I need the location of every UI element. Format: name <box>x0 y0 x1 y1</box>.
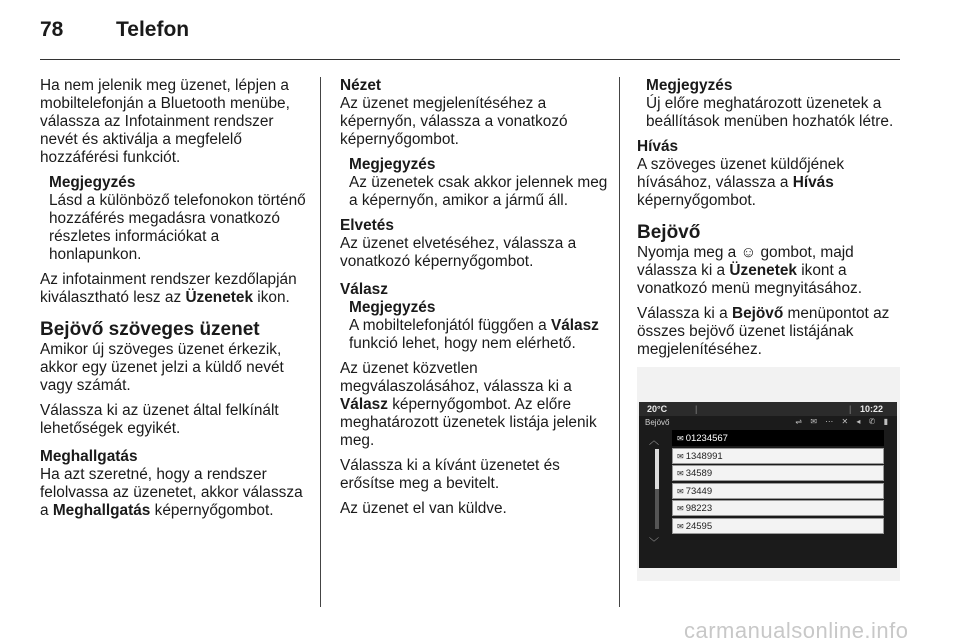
bold-term: Bejövő <box>731 305 784 322</box>
message-item[interactable] <box>672 483 884 499</box>
status-icons: ⇌ ✉ ⋯ ✕ ◂ ✆ ▮ <box>795 417 891 426</box>
subheading: Válasz <box>340 281 388 298</box>
note-heading: Megjegyzés <box>49 174 136 191</box>
bold-term: Üzenetek <box>185 289 254 306</box>
watermark: carmanualsonline.info <box>684 618 909 642</box>
text: A szöveges üzenet küldőjének hívásához, válassza a <box>637 156 845 191</box>
bold-term: Válasz <box>340 396 388 413</box>
message-number: 34589 <box>685 468 713 479</box>
note <box>349 156 608 210</box>
message-list <box>672 430 884 535</box>
envelope-icon: ✉ <box>677 469 684 478</box>
note-text: Új előre meghatározott üzenetek a beállítások menüben hozhatók létre. <box>646 95 894 130</box>
paragraph: Az üzenet elvetéséhez, válassza a vonatkozó képernyőgombot. <box>340 235 577 270</box>
message-number: 24595 <box>685 520 713 532</box>
header-rule <box>40 59 900 60</box>
envelope-icon: ✉ <box>677 451 684 461</box>
text: ikon. <box>253 289 290 306</box>
text: Nyomja meg a <box>637 244 741 261</box>
paragraph <box>40 466 308 520</box>
message-number: 01234567 <box>685 433 728 444</box>
text: ikont a vonatkozó menü megnyitásához. <box>637 262 863 297</box>
text: Az üzenet közvetlen megválaszolásához, válassza ki a <box>340 360 572 395</box>
subheading: Nézet <box>340 77 382 94</box>
column-divider <box>320 77 321 607</box>
note-heading: Megjegyzés <box>349 156 436 173</box>
paragraph <box>637 244 905 298</box>
text: képernyőgombot. Az előre meghatározott üzenetek listája jelenik meg. <box>340 396 597 449</box>
note-text: Lásd a különböző telefonokon történő hozzáférés megadásra vonatkozó részletes információkat a honlapunkon. <box>49 192 306 263</box>
separator: | <box>695 404 698 414</box>
message-item[interactable] <box>672 500 884 516</box>
page-number: 78 <box>40 18 64 41</box>
subheading: Hívás <box>637 138 679 155</box>
temperature: 20°C <box>647 404 668 414</box>
message-number: 73449 <box>685 485 713 497</box>
text: Ha azt szeretné, hogy a rendszer felolvassa az üzenetet, akkor válassza a <box>40 466 303 519</box>
envelope-icon: ✉ <box>677 434 684 443</box>
paragraph: Ha nem jelenik meg üzenet, lépjen a mobiltelefonján a Bluetooth menübe, válassza az Infotainment rendszer nevét és aktiválja a megfelelő hozzáférési funkciót. <box>40 77 290 166</box>
scroll-up-icon[interactable]: ︿ <box>649 436 659 447</box>
column-2 <box>340 77 608 525</box>
bold-term: Hívás <box>792 174 834 191</box>
envelope-icon: ✉ <box>677 504 684 513</box>
clock: 10:22 <box>859 404 883 414</box>
paragraph <box>40 271 308 307</box>
text: gombot, majd válassza ki a <box>637 244 854 279</box>
note <box>349 299 608 353</box>
bold-term: Üzenetek <box>729 262 797 279</box>
message-number: 1348991 <box>685 450 723 462</box>
scroll-down-icon[interactable]: ﹀ <box>649 538 659 549</box>
home-icon: ☺ <box>740 244 757 261</box>
screen-figure <box>637 367 900 581</box>
infotainment-screen <box>639 402 897 568</box>
envelope-icon: ✉ <box>677 521 684 531</box>
text: képernyőgombot. <box>637 192 756 209</box>
scrollbar-thumb[interactable] <box>655 449 659 489</box>
message-item[interactable] <box>672 430 884 446</box>
note-text <box>349 317 608 353</box>
column-3 <box>637 77 905 366</box>
paragraph <box>340 360 608 450</box>
note-heading: Megjegyzés <box>646 77 733 94</box>
note <box>49 174 308 264</box>
subheading: Elvetés <box>340 217 394 234</box>
paragraph <box>637 305 905 359</box>
message-item[interactable] <box>672 465 884 481</box>
note-text: Az üzenetek csak akkor jelennek meg a képernyőn, amikor a jármű áll. <box>349 174 608 209</box>
breadcrumb: Bejövő <box>645 418 670 427</box>
text: Az infotainment rendszer kezdőlapján kiválasztható lesz az <box>40 271 297 306</box>
text: képernyőgombot. <box>150 502 274 519</box>
bold-term: Válasz <box>550 317 599 334</box>
envelope-icon: ✉ <box>677 486 684 496</box>
paragraph: Az üzenet megjelenítéséhez a képernyőn, válassza a vonatkozó képernyőgombot. <box>340 95 568 148</box>
message-item[interactable] <box>672 518 884 534</box>
text: A mobiltelefonjától függően a <box>349 317 551 334</box>
separator: | <box>849 404 852 414</box>
paragraph: Válassza ki az üzenet által felkínált lehetőségek egyikét. <box>40 402 279 437</box>
message-item[interactable] <box>672 448 884 464</box>
text: funkció lehet, hogy nem elérhető. <box>349 335 576 352</box>
text: menüpontot az összes bejövő üzenet listájának megjelenítéséhez. <box>637 305 890 358</box>
note <box>646 77 905 131</box>
status-bar <box>639 402 897 416</box>
paragraph: Amikor új szöveges üzenet érkezik, akkor egy üzenet jelzi a küldő nevét vagy számát. <box>40 341 284 394</box>
column-divider <box>619 77 620 607</box>
subheading: Meghallgatás <box>40 448 138 465</box>
text: Válassza ki a <box>637 305 732 322</box>
note-heading: Megjegyzés <box>349 299 436 316</box>
message-number: 98223 <box>685 503 713 514</box>
bold-term: Meghallgatás <box>52 502 151 519</box>
section-heading: Bejövő szöveges üzenet <box>40 319 260 340</box>
column-1 <box>40 77 308 527</box>
paragraph: Válassza ki a kívánt üzenetet és erősítse meg a bevitelt. <box>340 457 560 492</box>
section-heading: Bejövő <box>637 222 701 243</box>
paragraph: Az üzenet el van küldve. <box>340 500 507 517</box>
paragraph <box>637 156 905 210</box>
page-title: Telefon <box>116 18 190 41</box>
